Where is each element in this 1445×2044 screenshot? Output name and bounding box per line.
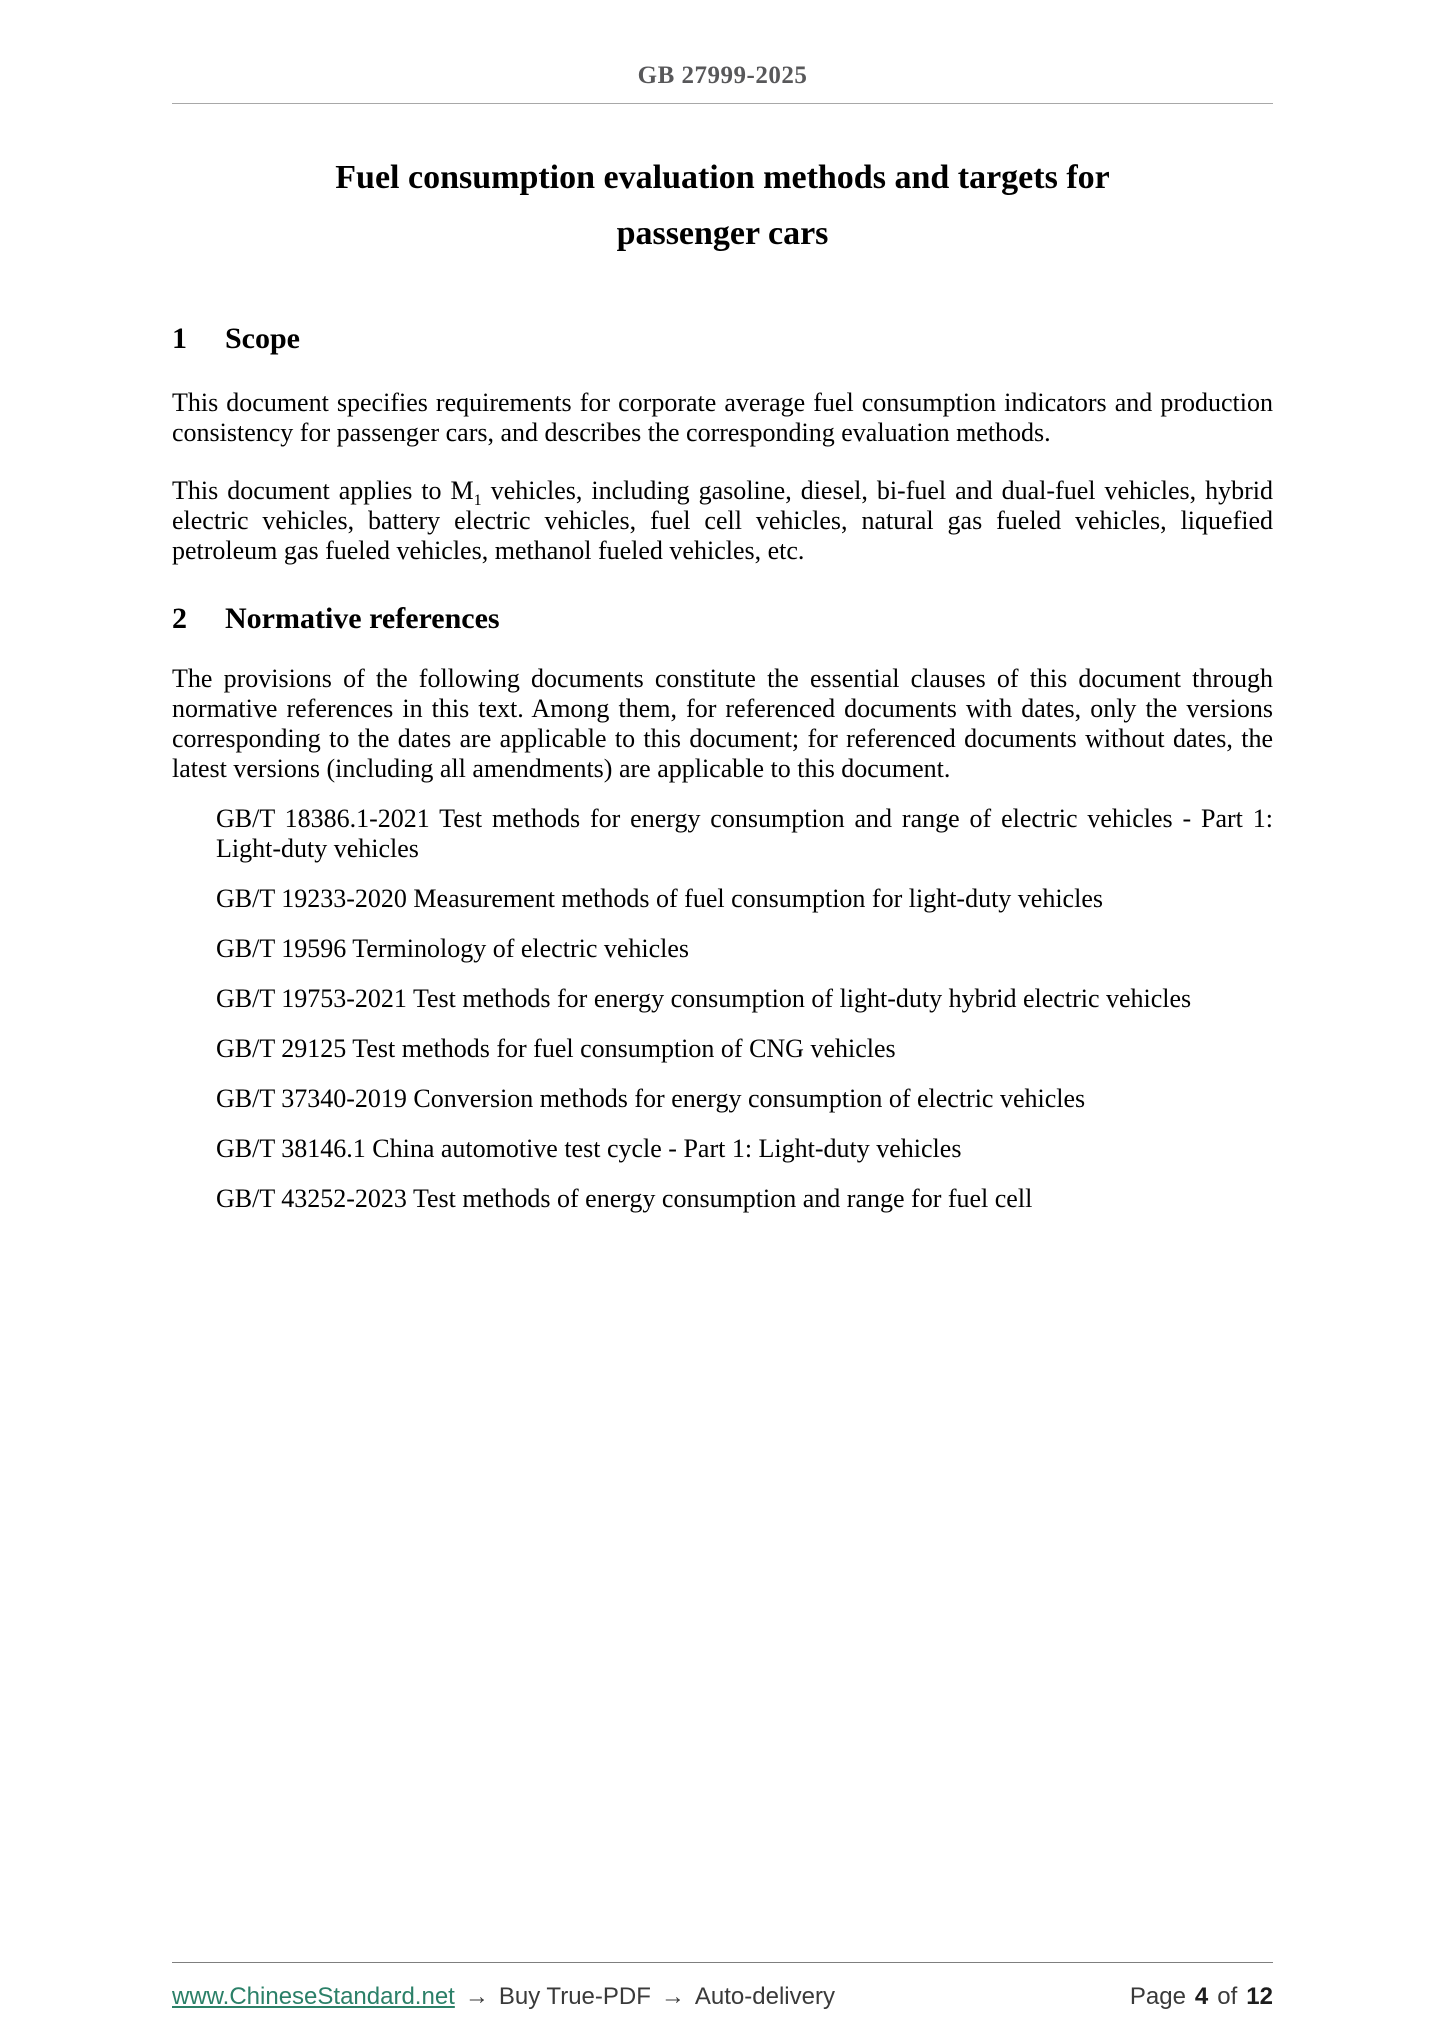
- document-title-line-1: Fuel consumption evaluation methods and targets for: [335, 159, 1110, 196]
- reference-item-1: GB/T 18386.1-2021 Test methods for energy consumption and range of electric vehicles - Part 1: Light-duty vehicles: [216, 804, 1273, 863]
- scope-paragraph-2: [172, 476, 1273, 566]
- page-word: Page: [1129, 1983, 1186, 2010]
- arrow-right-icon: →: [660, 1983, 685, 2010]
- section-1-heading: [172, 322, 1273, 356]
- page-indicator: [1130, 1983, 1273, 2011]
- website-link[interactable]: www.ChineseStandard.net: [172, 1983, 455, 2010]
- total-page-count: 12: [1246, 1983, 1273, 2010]
- document-title-line-2: passenger cars: [616, 215, 829, 252]
- references-list: [172, 804, 1273, 1214]
- arrow-right-icon: →: [464, 1983, 489, 2010]
- page-footer: [172, 1962, 1273, 2011]
- subscript-1: 1: [473, 492, 482, 510]
- scope-paragraph-2-prefix: This document applies to M: [172, 476, 474, 505]
- scope-paragraph-1: This document specifies requirements for corporate average fuel consumption indicators and production consistency for passenger cars, and describes the corresponding evaluation methods.: [172, 388, 1273, 447]
- section-2-number: 2: [172, 602, 187, 635]
- section-2-title: Normative references: [225, 602, 500, 635]
- footer-source: [172, 1983, 835, 2011]
- header-divider: [172, 103, 1273, 104]
- of-word: of: [1217, 1983, 1238, 2010]
- current-page-number: 4: [1194, 1983, 1209, 2010]
- reference-item-8: GB/T 43252-2023 Test methods of energy consumption and range for fuel cell: [216, 1184, 1033, 1213]
- scope-paragraph-2-rest: vehicles, including gasoline, diesel, bi-fuel and dual-fuel vehicles, hybrid electric vehicles, battery electric vehicles, fuel cell vehicles, natural gas fueled vehicles, liquefied petroleum gas fueled vehicles, methanol fueled vehicles, etc.: [172, 476, 1273, 565]
- reference-item-4: GB/T 19753-2021 Test methods for energy consumption of light-duty hybrid electric vehicles: [216, 984, 1192, 1013]
- section-2-heading: [172, 602, 1273, 636]
- document-title: [172, 150, 1273, 262]
- reference-item-6: GB/T 37340-2019 Conversion methods for energy consumption of electric vehicles: [216, 1084, 1086, 1113]
- section-1-number: 1: [172, 322, 187, 355]
- standard-number: GB 27999-2025: [637, 62, 808, 89]
- page-header: [172, 62, 1273, 104]
- section-1-title: Scope: [225, 322, 300, 355]
- reference-item-3: GB/T 19596 Terminology of electric vehicles: [216, 934, 690, 963]
- reference-item-2: GB/T 19233-2020 Measurement methods of fuel consumption for light-duty vehicles: [216, 884, 1103, 913]
- footer-delivery-label: Auto-delivery: [694, 1983, 835, 2010]
- footer-buy-label: Buy True-PDF: [498, 1983, 651, 2010]
- reference-item-5: GB/T 29125 Test methods for fuel consumption of CNG vehicles: [216, 1034, 896, 1063]
- normative-paragraph-1: The provisions of the following documents constitute the essential clauses of this document through normative references in this text. Among them, for referenced documents with dates, only the versions corresponding to the dates are applicable to this document; for referenced documents without dates, the latest versions (including all amendments) are applicable to this document.: [172, 664, 1273, 783]
- reference-item-7: GB/T 38146.1 China automotive test cycle - Part 1: Light-duty vehicles: [216, 1134, 962, 1163]
